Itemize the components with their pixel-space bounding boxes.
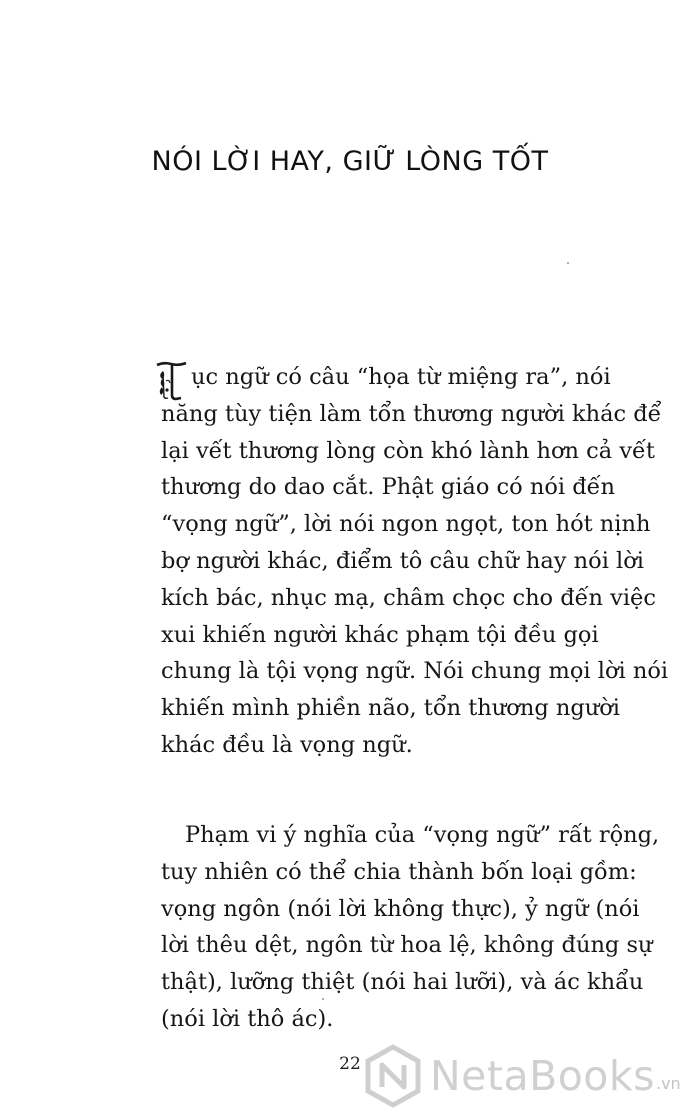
paragraph-1	[161, 359, 669, 764]
text-line: khiến mình phiền não, tổn thương người	[161, 695, 620, 722]
text-line: bợ người khác, điểm tô câu chữ hay nói lời	[161, 547, 644, 574]
text-line: “vọng ngữ”, lời nói ngon ngọt, ton hót nịnh	[161, 511, 651, 538]
text-line: ục ngữ có câu “họa từ miệng ra”, nói	[191, 364, 611, 390]
paragraph-2	[161, 817, 660, 1038]
text-line: năng tùy tiện làm tổn thương người khác để	[161, 400, 662, 427]
paper-speck	[322, 998, 324, 1000]
text-line: tuy nhiên có thể chia thành bốn loại gồm:	[161, 858, 637, 885]
text-line: lại vết thương lòng còn khó lành hơn cả vết	[161, 437, 655, 464]
netabooks-logo-icon	[360, 1043, 426, 1109]
watermark	[360, 1040, 700, 1112]
text-line: thương do dao cắt. Phật giáo có nói đến	[161, 474, 615, 501]
text-line: xui khiến người khác phạm tội đều gọi	[161, 621, 599, 648]
paper-speck	[567, 262, 569, 264]
text-line: Phạm vi ý nghĩa của “vọng ngữ” rất rộng,	[185, 822, 660, 848]
page-number: 22	[339, 1054, 361, 1074]
watermark-suffix: .vn	[656, 1073, 681, 1093]
text-line: vọng ngôn (nói lời không thực), ỷ ngữ (nói	[161, 895, 640, 922]
text-line: (nói lời thô ác).	[161, 1005, 334, 1032]
chapter-title: NÓI LỜI HAY, GIỮ LÒNG TỐT	[151, 146, 549, 177]
text-line: chung là tội vọng ngữ. Nói chung mọi lời nói	[161, 658, 669, 685]
watermark-brand: NetaBooks	[430, 1052, 655, 1100]
text-line: kích bác, nhục mạ, châm chọc cho đến việc	[161, 584, 656, 611]
text-line: lời thêu dệt, ngôn từ hoa lệ, không đúng sự	[161, 932, 653, 959]
text-line: khác đều là vọng ngữ.	[161, 731, 413, 758]
text-line: thật), lưỡng thiệt (nói hai lưỡi), và ác khẩu	[161, 969, 644, 996]
